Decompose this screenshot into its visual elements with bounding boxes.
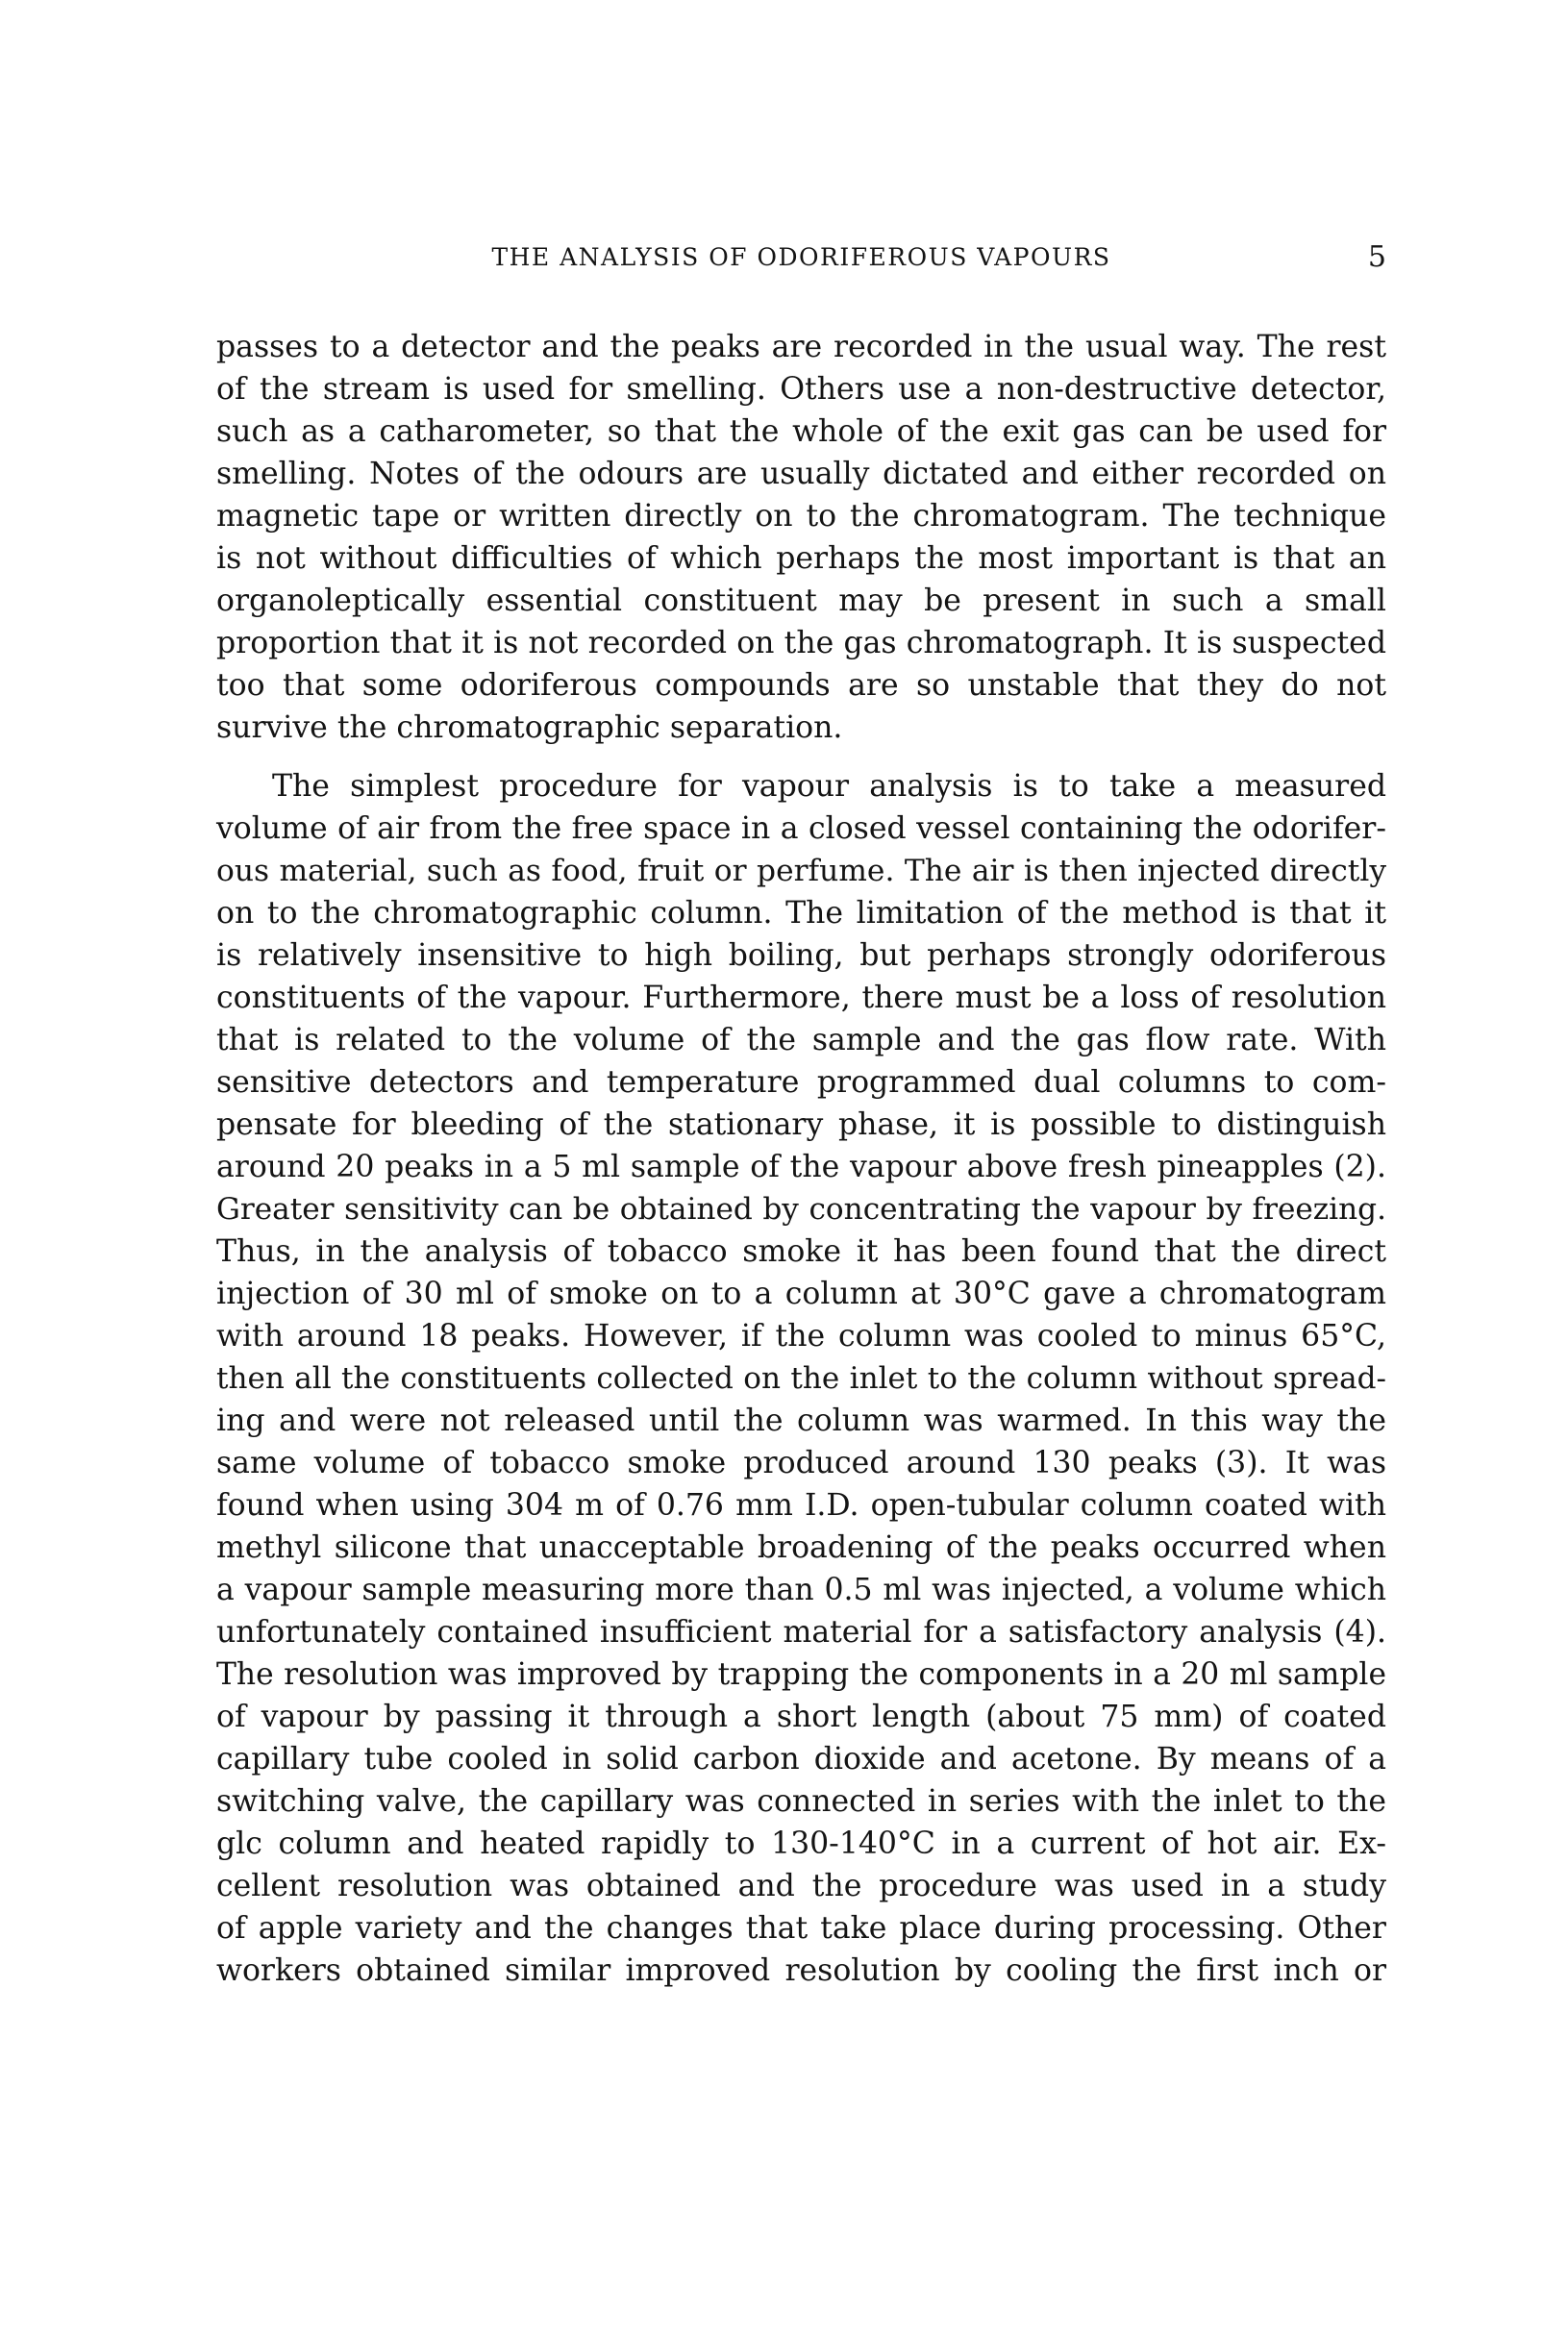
text-line: that is related to the volume of the sample and the gas flow rate. With	[216, 1023, 1386, 1057]
text-line: The simplest procedure for vapour analysis is to take a measured	[272, 769, 1386, 804]
text-line: ing and were not released until the column was warmed. In this way the	[216, 1404, 1386, 1438]
text-line: Thus, in the analysis of tobacco smoke it has been found that the direct	[216, 1234, 1386, 1269]
text-line: of apple variety and the changes that take place during processing. Other	[216, 1911, 1386, 1946]
text-line: The resolution was improved by trapping the components in a 20 ml sample	[216, 1657, 1386, 1692]
text-line: too that some odoriferous compounds are so unstable that they do not	[216, 668, 1386, 703]
text-line: of vapour by passing it through a short length (about 75 mm) of coated	[216, 1700, 1386, 1734]
text-line: a vapour sample measuring more than 0.5 ml was injected, a volume which	[216, 1573, 1386, 1607]
page-number: 5	[1367, 240, 1386, 274]
text-line: with around 18 peaks. However, if the column was cooled to minus 65°C,	[216, 1319, 1386, 1354]
text-line: pensate for bleeding of the stationary phase, it is possible to distinguish	[216, 1107, 1386, 1142]
text-line: volume of air from the free space in a closed vessel containing the odorifer-	[216, 811, 1386, 846]
text-line: sensitive detectors and temperature programmed dual columns to com-	[216, 1065, 1386, 1100]
text-line: then all the constituents collected on the inlet to the column without spread-	[216, 1361, 1386, 1396]
text-line: switching valve, the capillary was connected in series with the inlet to the	[216, 1784, 1386, 1819]
text-line: of the stream is used for smelling. Others use a non-destructive detector,	[216, 372, 1386, 407]
text-line: unfortunately contained insufficient material for a satisfactory analysis (4).	[216, 1615, 1386, 1650]
text-line: smelling. Notes of the odours are usually dictated and either recorded on	[216, 457, 1386, 491]
text-line: capillary tube cooled in solid carbon dioxide and acetone. By means of a	[216, 1742, 1386, 1777]
text-line: methyl silicone that unacceptable broadening of the peaks occurred when	[216, 1530, 1386, 1565]
text-line: glc column and heated rapidly to 130-140°C in a current of hot air. Ex-	[216, 1827, 1386, 1861]
text-line: is not without difficulties of which perhaps the most important is that an	[216, 541, 1386, 576]
text-line: ous material, such as food, fruit or perfume. The air is then injected directly	[216, 854, 1386, 888]
paragraph-gap	[216, 749, 1386, 765]
text-line: workers obtained similar improved resolution by cooling the first inch or	[216, 1953, 1386, 1988]
text-line: cellent resolution was obtained and the procedure was used in a study	[216, 1869, 1386, 1903]
text-line: injection of 30 ml of smoke on to a column at 30°C gave a chromatogram	[216, 1277, 1386, 1311]
text-line: constituents of the vapour. Furthermore, there must be a loss of resolution	[216, 981, 1386, 1015]
paragraph-2	[216, 765, 1386, 1992]
running-title: THE ANALYSIS OF ODORIFEROUS VAPOURS	[491, 243, 1111, 271]
text-line: such as a catharometer, so that the whole of the exit gas can be used for	[216, 414, 1386, 449]
text-line: proportion that it is not recorded on the gas chromatograph. It is suspected	[216, 626, 1386, 660]
text-line: is relatively insensitive to high boiling, but perhaps strongly odoriferous	[216, 938, 1386, 973]
text-line: Greater sensitivity can be obtained by concentrating the vapour by freezing.	[216, 1192, 1386, 1227]
running-head	[216, 240, 1386, 275]
text-line: found when using 304 m of 0.76 mm I.D. open-tubular column coated with	[216, 1488, 1386, 1523]
text-line: around 20 peaks in a 5 ml sample of the vapour above fresh pineapples (2).	[216, 1150, 1386, 1184]
paragraph-1	[216, 326, 1386, 749]
body-text	[216, 326, 1386, 1992]
text-line: organoleptically essential constituent may be present in such a small	[216, 584, 1386, 618]
text-line: survive the chromatographic separation.	[216, 710, 843, 745]
text-line: magnetic tape or written directly on to the chromatogram. The technique	[216, 499, 1386, 534]
text-line: passes to a detector and the peaks are recorded in the usual way. The rest	[216, 330, 1386, 364]
text-line: same volume of tobacco smoke produced around 130 peaks (3). It was	[216, 1446, 1386, 1480]
text-line: on to the chromatographic column. The limitation of the method is that it	[216, 896, 1386, 931]
